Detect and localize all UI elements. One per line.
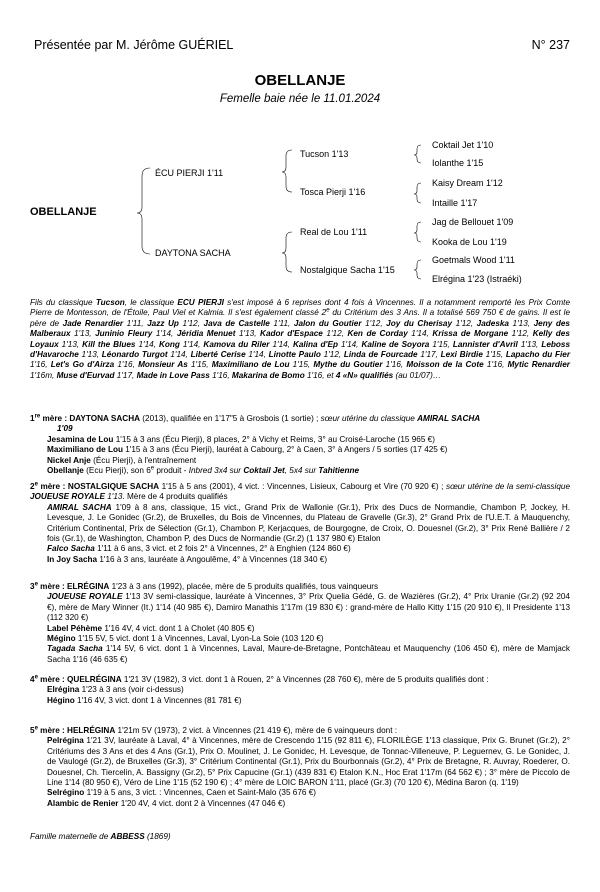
- lot-number: N° 237: [531, 38, 570, 52]
- produce-row: Mégino 1'15 5V, 5 vict. dont 1 à Vincennes, Laval, Lyon-La Soie (103 120 €): [47, 634, 324, 644]
- catalog-header: [34, 38, 570, 54]
- pedigree-gs2: Tosca Pierji 1'16: [300, 187, 366, 197]
- produce-row: Tagada Sacha 1'14 5V, 6 vict. dont 1 à Vincennes, Laval, Maure-de-Bretagne, Pontchâteau et Mauquenchy (106 450 €), mère de Mamjack Sacha 1'16 (46 635 €): [47, 644, 570, 664]
- horse-subtitle: Femelle baie née le 11.01.2024: [219, 93, 381, 105]
- second-dam-heading: 2e mère : NOSTALGIQUE SACHA 1'15 à 5 ans (2001), 4 vict. : Vincennes, Lisieux, Cabourg et Vire (70 920 €) ; sœur utérine de la semi-classique JOUEUSE ROYALE 1'13. Mère de 4 produits qualifiés: [30, 481, 571, 502]
- first-dam-section: [30, 414, 570, 476]
- first-dam-heading-cont: 1'09: [57, 424, 73, 434]
- produce-row: Maximiliano de Lou 1'15 à 3 ans (Écu Pierji), lauréat à Cabourg, 2° à Caen, 3° à Angers / 5 sorties (17 425 €): [47, 445, 448, 455]
- pedigree-ggs-6: Kooka de Lou 1'19: [432, 237, 507, 247]
- bracket-gs3: [414, 222, 421, 242]
- horse-name-title: OBELLANJE: [254, 72, 346, 89]
- produce-row: JOUEUSE ROYALE 1'13 3V semi-classique, lauréate à Vincennes, 3° Prix Quelia Gédé, G. de Wazières (Gr.2), 4° Prix Uranie (Gr.2) (92 204 €), mère de Mary Winner (It.) 1'14 (40 985 €), Damiro Manathis 1'17m (19 830 €) : grand-mère de Hallo Kitty 1'15 (20 910 €), Il Presidente 1'13 (112 320 €): [47, 592, 570, 623]
- pedigree-ggs-4: Intaille 1'17: [432, 198, 478, 208]
- pedigree-subject: OBELLANJE: [30, 206, 97, 218]
- bracket-gs1: [414, 145, 421, 163]
- third-dam-section: [30, 582, 570, 665]
- bracket-main: [137, 168, 150, 254]
- pedigree-sire: ÉCU PIERJI 1'11: [155, 168, 224, 178]
- pedigree-ggs-7: Goetmals Wood 1'11: [432, 255, 515, 265]
- third-dam-heading: 3e mère : ELRÉGINA 1'23 à 3 ans (1992), placée, mère de 5 produits qualifiés, tous vainqueurs: [30, 581, 379, 591]
- pedigree-ggs-3: Kaisy Dream 1'12: [432, 178, 503, 188]
- produce-row: Selrégino 1'19 à 5 ans, 3 vict. : Vincennes, Caen et Saint-Malo (35 676 €): [47, 788, 317, 798]
- produce-row: AMIRAL SACHA 1'09 à 8 ans, classique, 15 vict., Grand Prix de Wallonie (Gr.1), Prix des Ducs de Normandie, Chambon P, Jockey, H. Levesque, J. Le Gonidec (Gr.2), de Bruxelles, du Bois de Vincennes, du Plateau de Gravelle (Gr.3), 2° Grand Prix de l'U.E.T. à Mauquenchy, Critérium Continental, Prix de Sélection (Gr.1), Chambon P, Kerjacques, de Bourgogne, de Croix, O. Douesnel (Gr.2), 3° Prix René Ballière / 2 fois (Gr.1), de Washington, Chambon P, des Ducs de Normandie (Gr.2) (1 137 980 €) Etalon: [47, 502, 571, 544]
- sire-introduction: Fils du classique Tucson, le classique ECU PIERJI s'est imposé à 6 reprises dont 4 fois à Vincennes. Il a notamment remporté les Prix Comte Pierre de Montesson, de l'Étoile, Paul Viel et Kalmia. Il s'est également classé 2e du Critérium des 3 Ans. Il a totalisé 569 750 € de gains. Il est le père de Jade Renardier 1'11, Jazz Up 1'12, Java de Castelle 1'11, Jalon du Goutier 1'12, Joy du Cherisay 1'12, Jadeska 1'13, Jeny des Malberaux 1'13, Juninio Fleury 1'14, Jéridia Menuet 1'13, Kador d'Espace 1'12, Ken de Corday 1'14, Krissa de Morgane 1'12, Kelly des Loyaux 1'13, Kill the Blues 1'14, Kong 1'14, Kamova du Riler 1'14, Kalina d'Ep 1'14, Kaline de Soyora 1'15, Lannister d'Avril 1'13, Leboss d'Havaroche 1'13, Léonardo Turgot 1'14, Liberté Cerise 1'14, Linotte Paulo 1'12, Linda de Fourcade 1'17, Lexi Birdie 1'15, Lapacho du Fier 1'16, Let's Go d'Airza 1'16, Monsieur As 1'15, Maximiliano de Lou 1'15, Mythe du Goutier 1'16, Moisson de la Cote 1'16, Mytic Renardier 1'16m, Muse d'Eurvad 1'17, Made in Love Pass 1'16, Makarina de Bomo 1'16, et 4 «N» qualifiés (au 01/07)…: [30, 298, 570, 380]
- produce-row: Nickel Anje (Écu Pierji), à l'entraînement: [47, 455, 197, 465]
- maternal-family-note: Famille maternelle de ABBESS (1869): [30, 832, 171, 841]
- produce-row: Jesamina de Lou 1'15 à 3 ans (Écu Pierji), 8 places, 2° à Vichy et Reims, 3° au Croisé-Laroche (15 965 €): [47, 434, 435, 444]
- seller-name: Présentée par M. Jérôme GUÉRIEL: [34, 38, 234, 52]
- produce-row: Pelrégina 1'21 3V, lauréate à Laval, 4° à Vincennes, mère de Crescendo 1'15 (92 811 €), FLORILÈGE 1'13 classique, Prix G. Brunet (Gr.2), 2° Critériums des 3 Ans et des 4 Ans (Gr.1), Prix O. Moulinet, J. Le Gonidec, H. Levesque, de Tonnac-Villeneuve, P. Leguernev, G. Le Gonidec, J. de Vaulogé (Gr.2), de Bruxelles (Gr.3), 3° Critérium Continental (Gr.1), Prix du Bourbonnais (Gr.2), 4° Prix de Bretagne, R. Auvray, Roederer, O. Douesnel, Ch. Tiercelin, A. Bassigny (Gr.2), 5° Prix Capucine (Gr.1) (439 831 €) Etalon K.N., Hoc Erat 1'17m (64 562 €) ; 3° mère de Piccolo de Line 1'14 (80 950 €), Véro de Line 1'15 (52 190 €) ; 4° mère de LOIC BARON 1'11, placé (Gr.3) (70 120 €), Médina Baron (q. 1'19): [47, 736, 570, 788]
- bracket-sire: [282, 150, 292, 192]
- fifth-dam-heading: 5e mère : HELRÉGINA 1'21m 5V (1973), 2 vict. à Vincennes (21 419 €), mère de 6 vainqueurs dont :: [30, 725, 398, 735]
- pedigree-dam: DAYTONA SACHA: [155, 248, 231, 258]
- bracket-dam: [282, 232, 292, 272]
- produce-row: Obellanje (Ecu Pierji), son 6e produit - Inbred 3x4 sur Coktail Jet, 5x4 sur Tahitienne: [47, 465, 360, 476]
- pedigree-ggs-1: Coktail Jet 1'10: [432, 140, 494, 150]
- produce-row: Elrégina 1'23 à 3 ans (voir ci-dessus): [47, 685, 184, 695]
- produce-row: Falco Sacha 1'11 à 6 ans, 3 vict. et 2 fois 2° à Vincennes, 2° à Enghien (124 860 €): [47, 544, 351, 554]
- pedigree-gs3: Real de Lou 1'11: [300, 227, 368, 237]
- first-dam-heading: 1re mère : DAYTONA SACHA (2013), qualifiée en 1'17"5 à Grosbois (1 sortie) ; sœur utérine du classique AMIRAL SACHA: [30, 413, 481, 423]
- second-dam-section: [30, 482, 570, 565]
- pedigree-gs1: Tucson 1'13: [300, 149, 349, 159]
- produce-row: Label Péhème 1'16 4V, 4 vict. dont 1 à Cholet (40 805 €): [47, 623, 255, 633]
- produce-row: Hégino 1'16 4V, 3 vict. dont 1 à Vincennes (81 781 €): [47, 695, 242, 705]
- fifth-dam-section: [30, 726, 570, 809]
- pedigree-ggs-8: Elrégina 1'23 (Istraéki): [432, 274, 522, 284]
- bracket-gs2: [414, 183, 421, 203]
- fourth-dam-section: [30, 675, 570, 706]
- bracket-gs4: [414, 260, 421, 279]
- fourth-dam-heading: 4e mère : QUELRÉGINA 1'21 3V (1982), 3 vict. dont 1 à Rouen, 2° à Vincennes (28 760 €), mère de 5 produits qualifiés dont :: [30, 674, 489, 684]
- pedigree-ggs-2: Iolanthe 1'15: [432, 158, 484, 168]
- pedigree-gs4: Nostalgique Sacha 1'15: [300, 265, 395, 275]
- produce-row: Alambic de Renier 1'20 4V, 4 vict. dont 2 à Vincennes (47 046 €): [47, 798, 286, 808]
- pedigree-ggs-5: Jag de Bellouet 1'09: [432, 217, 514, 227]
- produce-row: In Joy Sacha 1'16 à 3 ans, lauréate à Angoulême, 4° à Vincennes (18 340 €): [47, 554, 328, 564]
